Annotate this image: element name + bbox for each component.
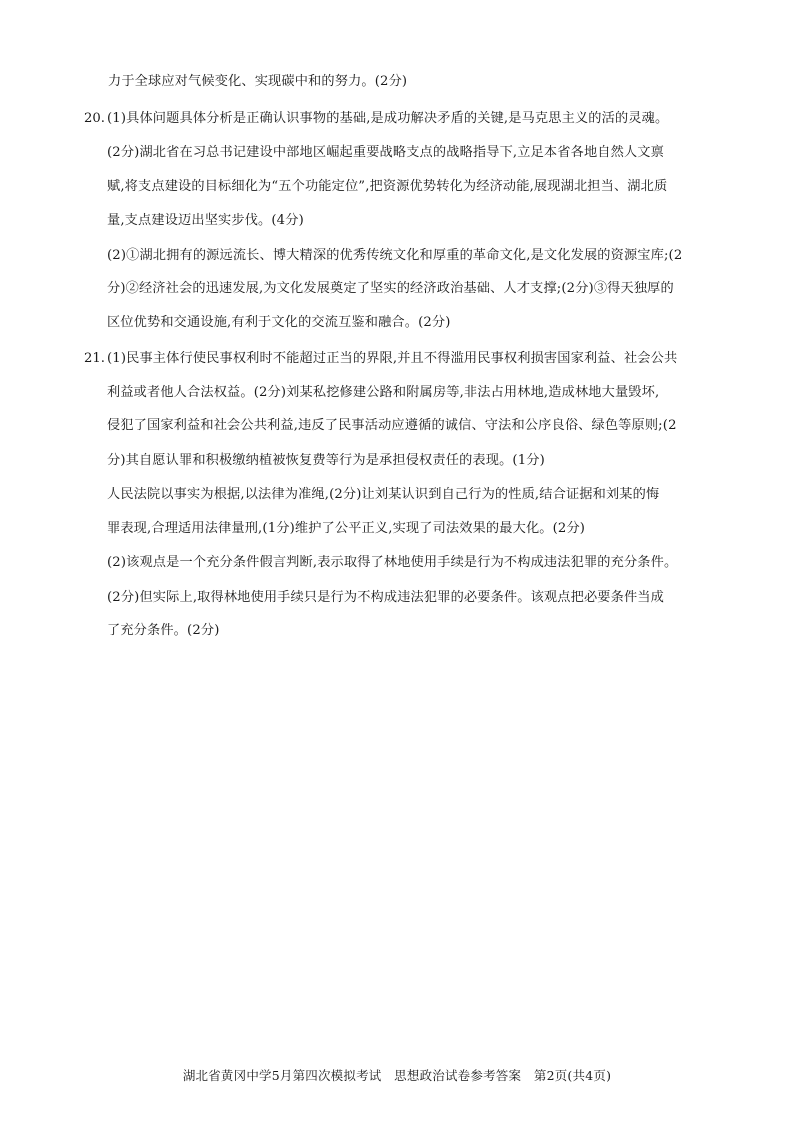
q20-part2-line-1: (2)①湖北拥有的源远流长、博大精深的优秀传统文化和厚重的革命文化,是文化发展的资源宝库;(2 bbox=[107, 248, 683, 263]
question-number-21: 21. bbox=[84, 351, 105, 366]
q21-part2-line-3: 了充分条件。(2分) bbox=[107, 623, 220, 638]
carryover-line: 力于全球应对气候变化、实现碳中和的努力。(2分) bbox=[108, 74, 408, 89]
q21-part1-line-2: 利益或者他人合法权益。(2分)刘某私挖修建公路和附属房等,非法占用林地,造成林地大量毁坏, bbox=[107, 385, 660, 400]
q20-part2-line-3: 区位优势和交通设施,有利于文化的交流互鉴和融合。(2分) bbox=[107, 315, 451, 330]
q21-part2-line-1: (2)该观点是一个充分条件假言判断,表示取得了林地使用手续是行为不构成违法犯罪的充分条件。 bbox=[107, 555, 678, 570]
page-footer: 湖北省黄冈中学5月第四次模拟考试 思想政治试卷参考答案 第2页(共4页) bbox=[182, 1068, 612, 1083]
q20-part1-line-4: 量,支点建设迈出坚实步伐。(4分) bbox=[107, 213, 304, 228]
q20-part2-line-2: 分)②经济社会的迅速发展,为文化发展奠定了坚实的经济政治基础、人才支撑;(2分)③得天独厚的 bbox=[107, 281, 674, 296]
q21-part1b-line-1: 人民法院以事实为根据,以法律为准绳,(2分)让刘某认识到自己行为的性质,结合证据和刘某的悔 bbox=[107, 487, 660, 502]
q20-part1-line-2: (2分)湖北省在习总书记建设中部地区崛起重要战略支点的战略指导下,立足本省各地自然人文禀 bbox=[107, 145, 664, 160]
q21-part1-line-4: 分)其自愿认罪和积极缴纳植被恢复费等行为是承担侵权责任的表现。(1分) bbox=[107, 453, 545, 468]
q21-part1-line-3: 侵犯了国家利益和社会公共利益,违反了民事活动应遵循的诚信、守法和公序良俗、绿色等原则;(2 bbox=[107, 418, 677, 433]
q21-part1-line-1: (1)民事主体行使民事权利时不能超过正当的界限,并且不得滥用民事权利损害国家利益、社会公共 bbox=[107, 351, 678, 366]
q20-part1-line-1: (1)具体问题具体分析是正确认识事物的基础,是成功解决矛盾的关键,是马克思主义的活的灵魂。 bbox=[107, 111, 669, 126]
q20-part1-line-3: 赋,将支点建设的目标细化为“五个功能定位”,把资源优势转化为经济动能,展现湖北担当、湖北质 bbox=[107, 179, 668, 194]
question-number-20: 20. bbox=[84, 111, 105, 126]
q21-part1b-line-2: 罪表现,合理适用法律量刑,(1分)维护了公平正义,实现了司法效果的最大化。(2分) bbox=[107, 521, 586, 536]
q21-part2-line-2: (2分)但实际上,取得林地使用手续只是行为不构成违法犯罪的必要条件。该观点把必要条件当成 bbox=[107, 590, 664, 605]
